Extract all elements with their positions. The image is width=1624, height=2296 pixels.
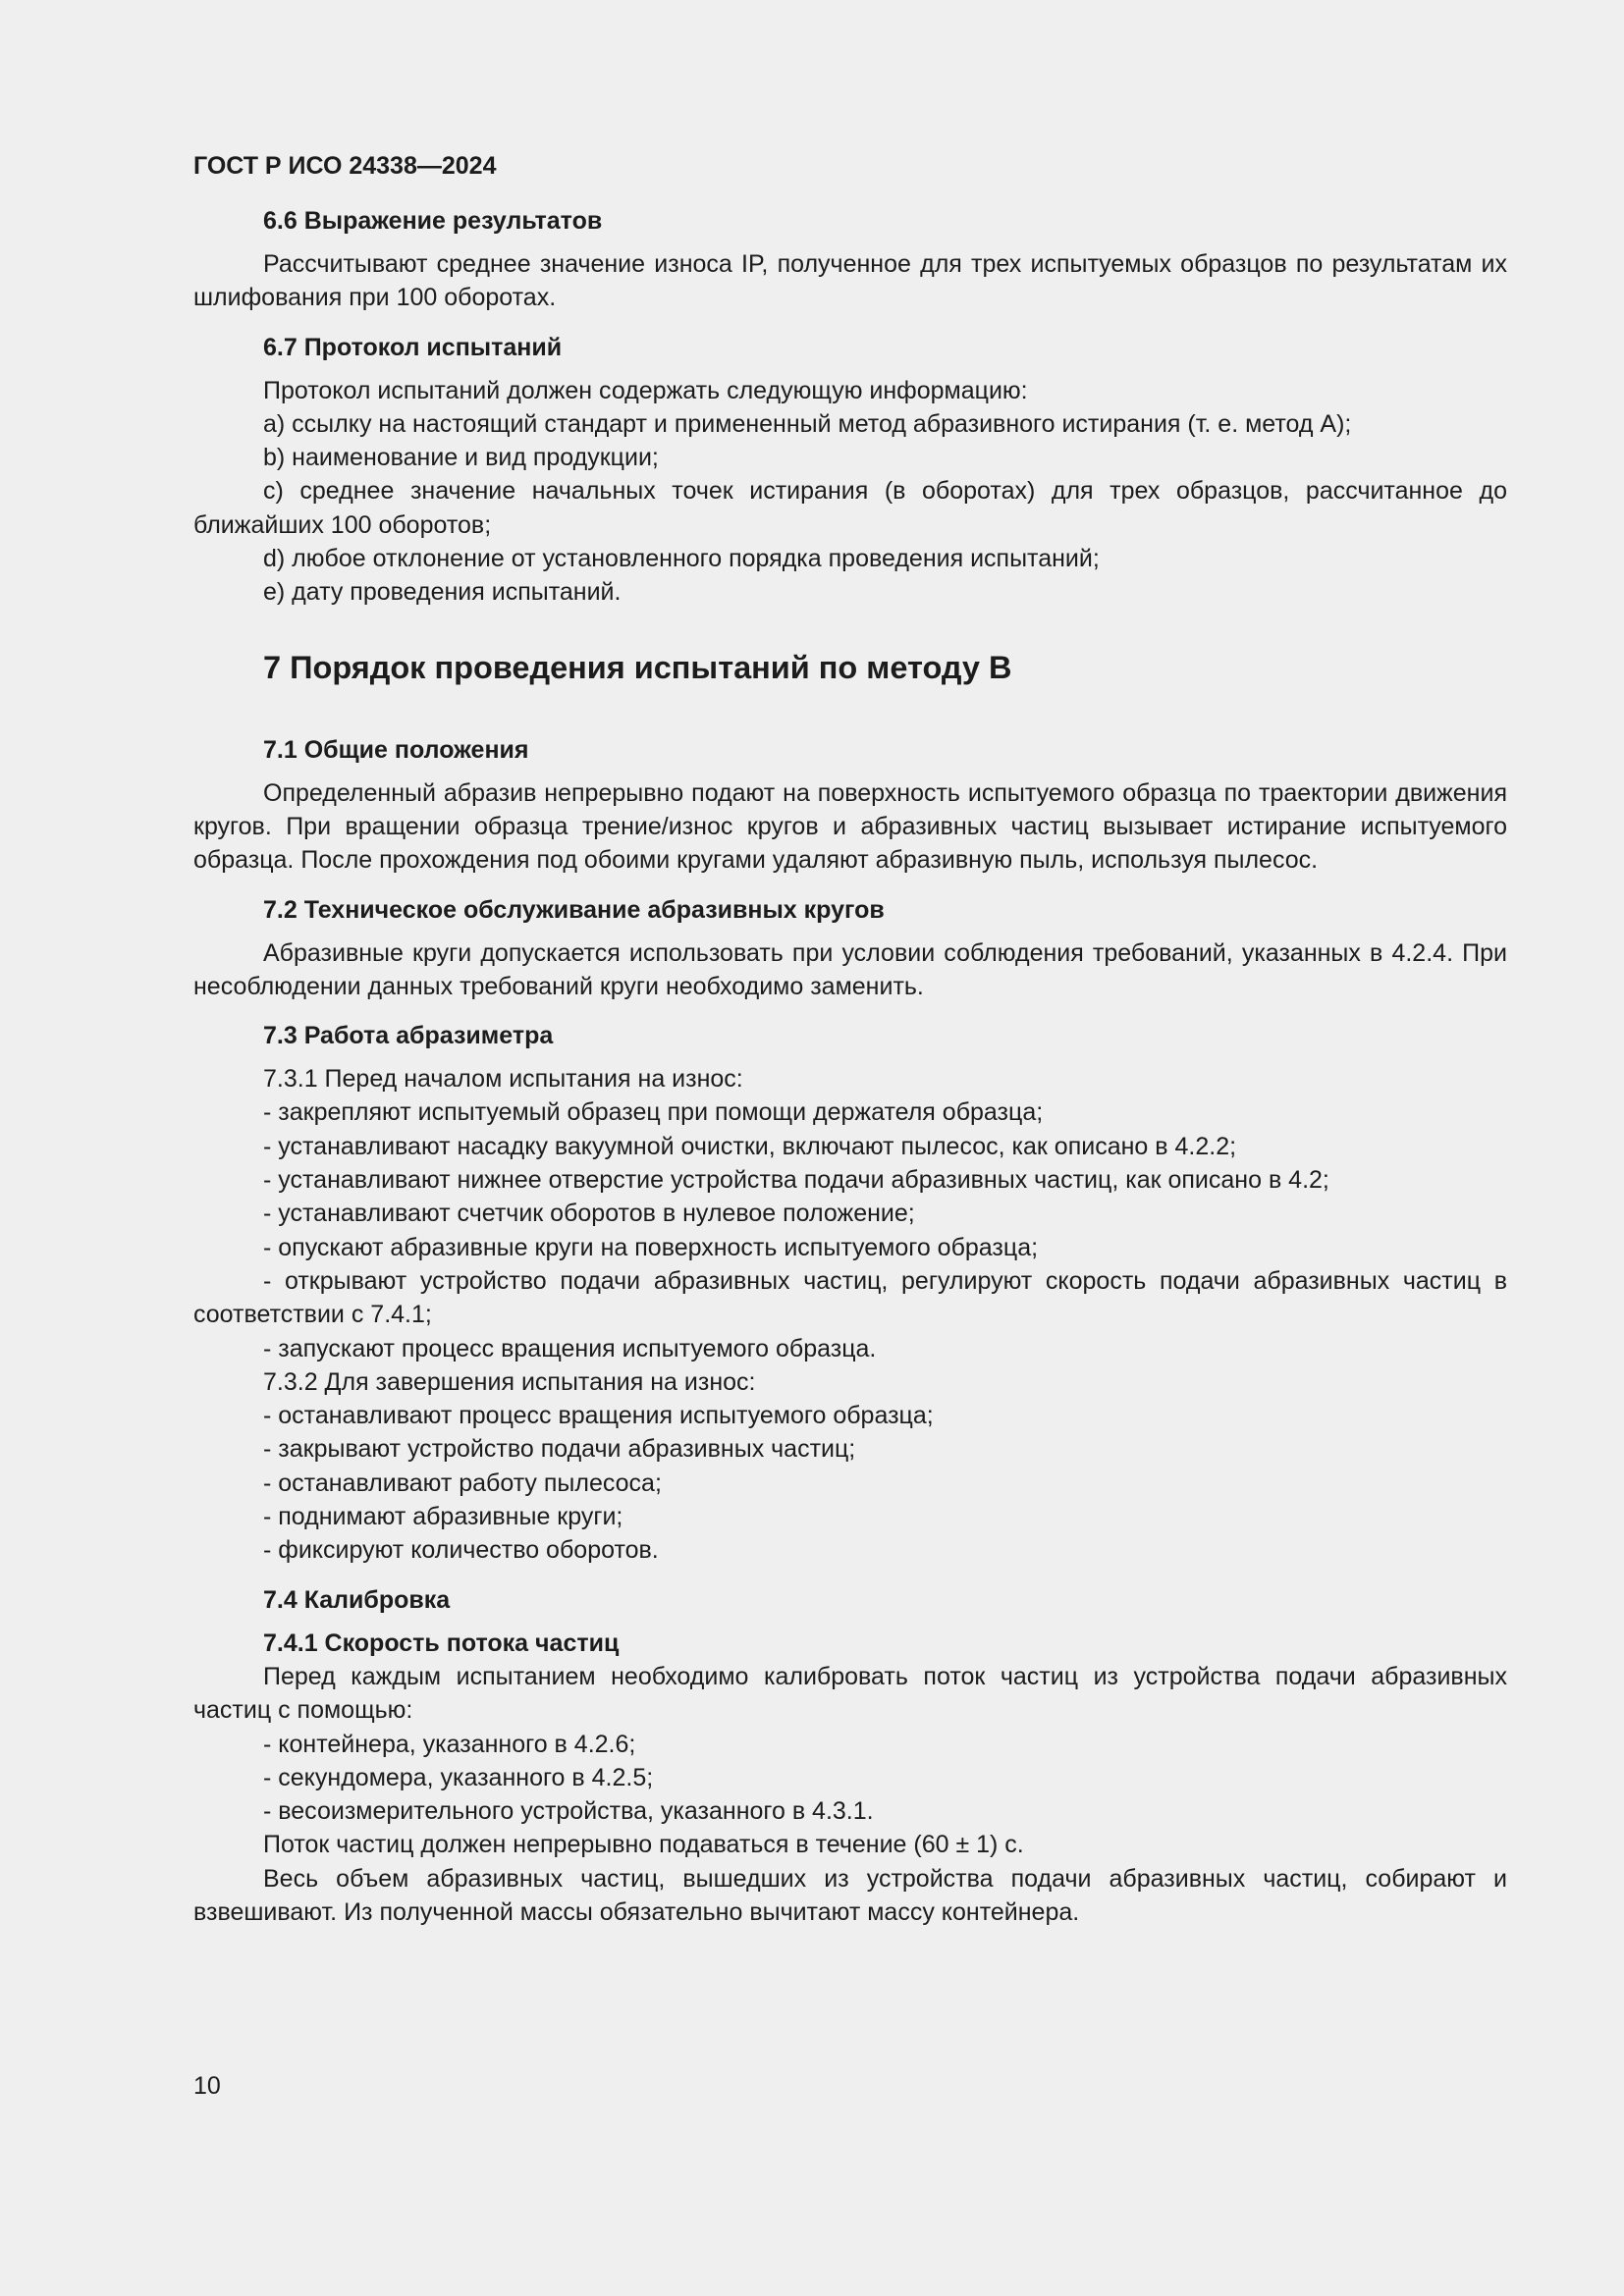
page-content	[193, 143, 1507, 1929]
list-item: - запускают процесс вращения испытуемого образца.	[263, 1334, 877, 1362]
list-item: - закрепляют испытуемый образец при помощи держателя образца;	[263, 1098, 1044, 1127]
list-item: - устанавливают нижнее отверстие устройства подачи абразивных частиц, как описано в 4.2;	[263, 1166, 1329, 1195]
section-7-3-title: 7.3 Работа абразиметра	[263, 1022, 554, 1050]
list-item: - останавливают работу пылесоса;	[263, 1468, 662, 1497]
document-code-header: ГОСТ Р ИСО 24338—2024	[193, 152, 497, 180]
list-item-a: a) ссылку на настоящий стандарт и примененный метод абразивного истирания (т. е. метод А);	[263, 409, 1352, 438]
list-item-c: c) среднее значение начальных точек истирания (в оборотах) для трех образцов, рассчитанное до ближайших 100 оборотов;	[193, 477, 1507, 539]
list-item: - весоизмерительного устройства, указанного в 4.3.1.	[263, 1797, 874, 1826]
section-7-2-text: Абразивные круги допускается использовать при условии соблюдения требований, указанных в 4.2.4. При несоблюдении данных требований круги необходимо заменить.	[193, 938, 1507, 1000]
list-item: - опускают абразивные круги на поверхность испытуемого образца;	[263, 1233, 1039, 1261]
list-item: - останавливают процесс вращения испытуемого образца;	[263, 1402, 934, 1430]
list-item-b: b) наименование и вид продукции;	[263, 444, 659, 472]
section-6-6-title: 6.6 Выражение результатов	[263, 207, 603, 235]
section-6-7-intro: Протокол испытаний должен содержать следующую информацию:	[263, 376, 1028, 404]
list-item: - секундомера, указанного в 4.2.5;	[263, 1763, 654, 1791]
section-7-1-text: Определенный абразив непрерывно подают на поверхность испытуемого образца по траектории движения кругов. При вращении образца трение/износ кругов и абразивных частиц вызывает истирание испытуемого образца. После прохождения под обоими кругами удаляют абразивную пыль, используя пылесос.	[193, 778, 1507, 875]
section-7-4-1-text: Перед каждым испытанием необходимо калибровать поток частиц из устройства подачи абразивных частиц с помощью:	[193, 1662, 1507, 1725]
section-7-1-title: 7.1 Общие положения	[263, 735, 529, 764]
list-item: - устанавливают счетчик оборотов в нулевое положение;	[263, 1200, 915, 1228]
list-item: - устанавливают насадку вакуумной очистки, включают пылесос, как описано в 4.2.2;	[263, 1132, 1237, 1160]
section-7-title: 7 Порядок проведения испытаний по методу В	[263, 649, 1012, 685]
weighing-text: Весь объем абразивных частиц, вышедших из устройства подачи абразивных частиц, собирают и взвешивают. Из полученной массы обязательно вычитают массу контейнера.	[193, 1864, 1507, 1926]
section-6-7-title: 6.7 Протокол испытаний	[263, 333, 563, 361]
list-item-d: d) любое отклонение от установленного порядка проведения испытаний;	[263, 545, 1100, 573]
section-7-3-2-text: 7.3.2 Для завершения испытания на износ:	[263, 1367, 756, 1396]
list-item: - поднимают абразивные круги;	[263, 1503, 623, 1531]
section-7-2-title: 7.2 Техническое обслуживание абразивных кругов	[263, 895, 885, 924]
page-number: 10	[193, 2072, 221, 2100]
section-7-3-1-text: 7.3.1 Перед началом испытания на износ:	[263, 1065, 743, 1094]
list-item: - открывают устройство подачи абразивных частиц, регулируют скорость подачи абразивных частиц в соответствии с 7.4.1;	[193, 1266, 1507, 1329]
section-6-6-text: Рассчитывают среднее значение износа IP, полученное для трех испытуемых образцов по результатам их шлифования при 100 оборотах.	[193, 250, 1507, 312]
list-item: - фиксируют количество оборотов.	[263, 1536, 659, 1565]
list-item: - контейнера, указанного в 4.2.6;	[263, 1730, 636, 1758]
list-item: - закрывают устройство подачи абразивных частиц;	[263, 1435, 856, 1464]
section-7-4-title: 7.4 Калибровка	[263, 1585, 451, 1614]
section-7-4-1-title: 7.4.1 Скорость потока частиц	[263, 1629, 620, 1657]
list-item-e: e) дату проведения испытаний.	[263, 578, 622, 607]
flow-duration-text: Поток частиц должен непрерывно подаваться в течение (60 ± 1) с.	[263, 1831, 1024, 1859]
